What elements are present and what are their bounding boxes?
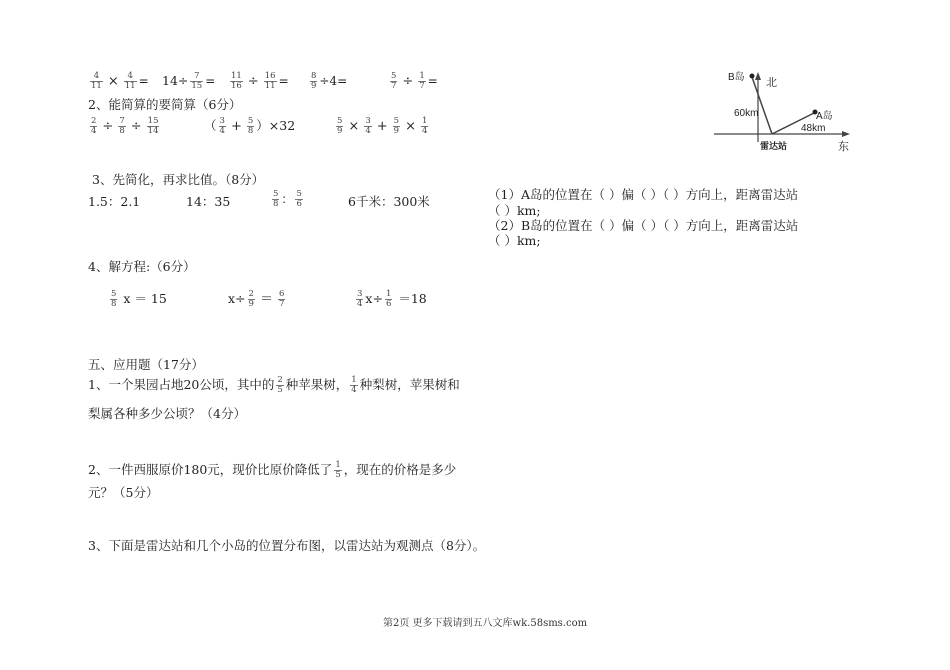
denominator: 9 bbox=[248, 299, 254, 309]
numerator: 1 bbox=[385, 289, 392, 299]
problem-text: ，现在的价格是多少 bbox=[343, 462, 457, 477]
section-3-title: 3、先简化，再求比值。（8分） bbox=[92, 172, 265, 187]
east-label: 东 bbox=[838, 140, 849, 153]
numerator: 5 bbox=[111, 289, 117, 299]
paren-open: （ bbox=[204, 118, 217, 133]
fraction bbox=[118, 117, 125, 136]
denominator: 7 bbox=[278, 299, 285, 309]
ratio-1: 1.5：2.1 bbox=[88, 194, 141, 209]
expression-tail: ÷4= bbox=[319, 74, 348, 88]
numerator: 5 bbox=[393, 116, 400, 126]
operator: × bbox=[405, 119, 416, 134]
fraction bbox=[350, 376, 357, 395]
equals: = bbox=[278, 74, 289, 88]
numerator: 5 bbox=[273, 189, 279, 199]
calc-expression-1 bbox=[88, 72, 149, 91]
numerator: 7 bbox=[119, 116, 125, 126]
numerator: 5 bbox=[247, 116, 254, 126]
paren-close: ）×32 bbox=[256, 118, 296, 133]
numerator: 7 bbox=[194, 71, 200, 81]
fraction bbox=[421, 117, 428, 136]
denominator: 8 bbox=[111, 299, 117, 309]
denominator: 4 bbox=[421, 126, 428, 136]
fraction bbox=[248, 290, 255, 309]
b-island-label: B岛 bbox=[728, 72, 745, 83]
fraction bbox=[147, 117, 160, 136]
operator: × bbox=[348, 119, 360, 134]
fraction bbox=[124, 72, 137, 91]
east-arrow-icon bbox=[842, 131, 850, 137]
denominator: 4 bbox=[91, 126, 97, 136]
denominator: 8 bbox=[273, 199, 279, 209]
numerator: 3 bbox=[365, 116, 371, 126]
denominator: 8 bbox=[247, 126, 254, 136]
word-problem-2-line-2: 元？（5分） bbox=[88, 485, 159, 500]
denominator: 5 bbox=[277, 385, 283, 395]
denominator: 16 bbox=[231, 81, 242, 91]
word-problem-1-line-2: 梨属各种多少公顷？（4分） bbox=[88, 406, 246, 421]
denominator: 7 bbox=[391, 81, 397, 91]
fraction bbox=[385, 290, 392, 309]
denominator: 9 bbox=[393, 126, 400, 136]
numerator: 5 bbox=[391, 71, 397, 81]
fraction bbox=[276, 376, 283, 395]
denominator: 7 bbox=[419, 81, 425, 91]
equation-rest: ＝18 bbox=[398, 291, 427, 306]
denominator: 4 bbox=[219, 126, 225, 136]
denominator: 6 bbox=[385, 299, 392, 309]
calc-expression-2 bbox=[162, 72, 215, 91]
numerator: 11 bbox=[231, 71, 242, 81]
radar-diagram bbox=[706, 66, 856, 156]
operator: ÷ bbox=[130, 119, 142, 134]
a-island-label: A岛 bbox=[816, 111, 833, 122]
a-distance-label: 48km bbox=[801, 123, 826, 134]
problem-text: 种梨树，苹果树和 bbox=[359, 377, 460, 392]
denominator: 11 bbox=[91, 81, 102, 91]
numerator: 6 bbox=[278, 289, 285, 299]
denominator: 11 bbox=[264, 81, 276, 91]
numerator: 4 bbox=[127, 71, 133, 81]
numerator: 2 bbox=[277, 375, 283, 385]
problem-text: 2、一件西服原价180元，现价比原价降低了 bbox=[88, 462, 333, 477]
denominator: 8 bbox=[119, 126, 125, 136]
simplify-expression-1 bbox=[88, 117, 161, 136]
b-distance-label: 60km bbox=[734, 108, 759, 119]
numerator: 2 bbox=[248, 289, 254, 299]
simplify-expression-2 bbox=[204, 117, 295, 136]
north-label: 北 bbox=[766, 76, 777, 89]
denominator: 14 bbox=[147, 126, 159, 136]
numerator: 1 bbox=[421, 116, 428, 126]
station-label: 雷达站 bbox=[760, 142, 788, 152]
page-footer: 第2页 更多下载请到五八文库wk.58sms.com bbox=[383, 618, 588, 629]
numerator: 4 bbox=[93, 71, 100, 81]
equation-3 bbox=[354, 290, 427, 309]
equation-rest: x ＝ 15 bbox=[123, 291, 167, 306]
ratio-3 bbox=[270, 190, 305, 209]
fraction bbox=[336, 117, 343, 136]
equals: = bbox=[427, 74, 438, 88]
denominator: 15 bbox=[191, 81, 203, 91]
fraction bbox=[334, 461, 341, 480]
equation-1 bbox=[108, 290, 167, 309]
word-problem-3: 3、下面是雷达站和几个小岛的位置分布图，以雷达站为观测点（8分）。 bbox=[88, 538, 486, 553]
section-5-title: 五、应用题（17分） bbox=[88, 357, 204, 372]
fraction bbox=[90, 117, 97, 136]
equation-2 bbox=[228, 290, 287, 309]
b-island-dot bbox=[750, 74, 755, 79]
fraction bbox=[310, 72, 317, 91]
numerator: 1 bbox=[335, 460, 341, 470]
north-arrow-icon bbox=[755, 72, 761, 80]
fraction bbox=[390, 72, 397, 91]
denominator: 4 bbox=[351, 385, 357, 395]
radar-question-1: （1）A岛的位置在（ ）偏（ ）（ ）方向上，距离雷达站 bbox=[488, 187, 799, 202]
operator: + bbox=[230, 119, 242, 134]
expression-lead: 14÷ bbox=[162, 73, 189, 88]
ratio-colon: ： bbox=[281, 192, 294, 206]
denominator: 4 bbox=[365, 126, 371, 136]
operator: + bbox=[376, 119, 388, 134]
numerator: 3 bbox=[357, 289, 363, 299]
radar-question-1-line-2: （ ）km; bbox=[488, 203, 541, 218]
numerator: 5 bbox=[296, 189, 302, 199]
fraction bbox=[190, 72, 203, 91]
radar-question-2-line-2: （ ）km; bbox=[488, 233, 541, 248]
word-problem-1 bbox=[88, 374, 460, 396]
ratio-4: 6千米：300米 bbox=[348, 194, 430, 209]
simplify-expression-3 bbox=[334, 117, 430, 136]
fraction bbox=[295, 190, 302, 209]
fraction bbox=[110, 290, 117, 309]
denominator: 9 bbox=[311, 81, 317, 91]
fraction bbox=[364, 117, 371, 136]
calc-expression-5 bbox=[388, 72, 438, 91]
numerator: 5 bbox=[337, 116, 343, 126]
operator: × bbox=[107, 74, 119, 89]
equation-mid: x÷ bbox=[365, 291, 383, 306]
operator: ÷ bbox=[402, 74, 414, 89]
fraction bbox=[219, 117, 226, 136]
fraction bbox=[230, 72, 243, 91]
operator: ÷ bbox=[102, 119, 114, 134]
fraction bbox=[278, 290, 285, 309]
fraction bbox=[393, 117, 400, 136]
equals: = bbox=[205, 74, 216, 88]
operator: ÷ bbox=[247, 74, 259, 89]
fraction bbox=[264, 72, 277, 91]
numerator: 2 bbox=[91, 116, 97, 126]
equals: ＝ bbox=[259, 292, 273, 307]
equation-lead: x÷ bbox=[228, 291, 246, 306]
denominator: 6 bbox=[296, 199, 302, 209]
word-problem-2 bbox=[88, 459, 456, 481]
fraction bbox=[247, 117, 254, 136]
fraction bbox=[272, 190, 279, 209]
radar-question-2: （2）B岛的位置在（ ）偏（ ）（ ）方向上，距离雷达站 bbox=[488, 218, 799, 233]
denominator: 11 bbox=[124, 81, 136, 91]
section-2-title: 2、能简算的要简算（6分） bbox=[88, 97, 242, 112]
numerator: 1 bbox=[419, 71, 425, 81]
equals: = bbox=[138, 74, 149, 88]
ratio-2: 14：35 bbox=[186, 194, 231, 209]
fraction bbox=[356, 290, 363, 309]
denominator: 9 bbox=[337, 126, 343, 136]
problem-text: 1、一个果园占地20公顷，其中的 bbox=[88, 377, 275, 392]
denominator: 5 bbox=[335, 470, 341, 480]
calc-expression-3 bbox=[228, 72, 289, 91]
problem-text: 种苹果树， bbox=[285, 377, 349, 392]
numerator: 3 bbox=[219, 116, 225, 126]
numerator: 16 bbox=[264, 71, 276, 81]
fraction bbox=[418, 72, 425, 91]
denominator: 4 bbox=[357, 299, 363, 309]
numerator: 15 bbox=[147, 116, 159, 126]
calc-expression-4 bbox=[308, 72, 347, 91]
numerator: 8 bbox=[311, 71, 317, 81]
fraction bbox=[90, 72, 103, 91]
section-4-title: 4、解方程:（6分） bbox=[88, 259, 196, 274]
numerator: 1 bbox=[351, 375, 357, 385]
